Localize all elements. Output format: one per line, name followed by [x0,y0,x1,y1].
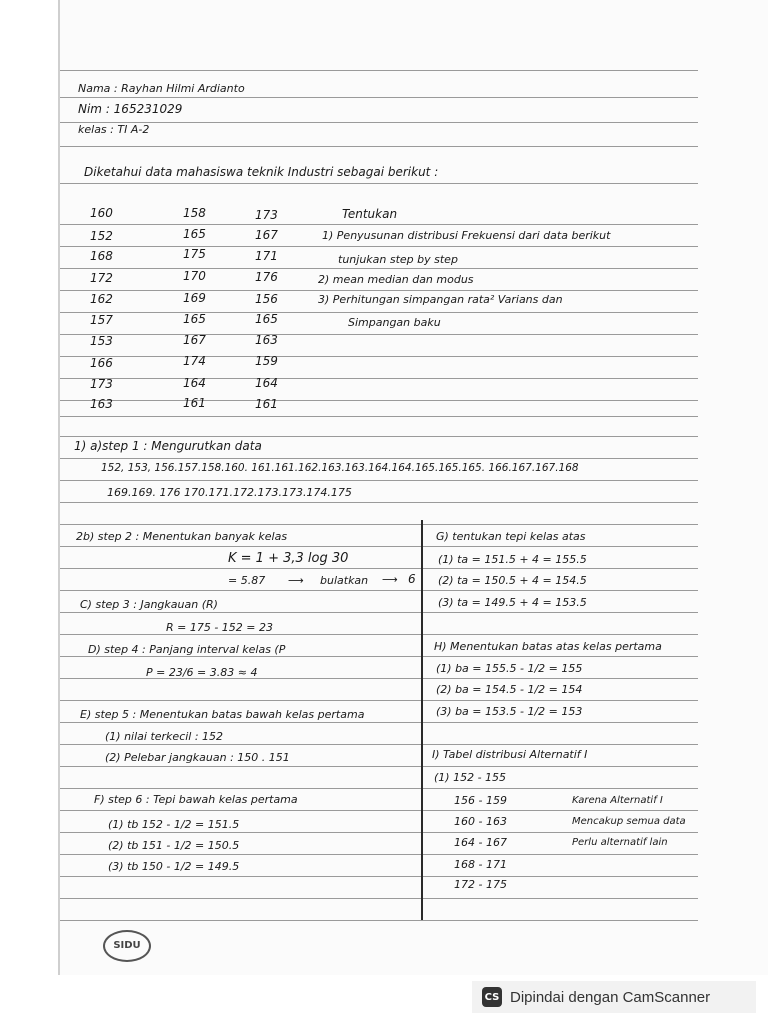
data-value: 161 [255,397,278,411]
ruled-line [60,122,698,123]
data-value: 173 [255,208,278,222]
ruled-line [60,788,698,789]
task-2: 2) mean median dan modus [318,273,474,286]
data-value: 162 [90,292,113,306]
data-value: 168 [90,249,113,263]
ruled-line [60,744,698,745]
task-3: 3) Perhitungan simpangan rata² Varians dan [318,293,563,306]
data-value: 165 [183,227,206,241]
data-value: 164 [255,376,278,390]
ruled-line [60,700,698,701]
data-value: 167 [183,333,206,347]
data-value: 171 [255,249,278,263]
stepG-title: G) tentukan tepi kelas atas [436,530,586,543]
ruled-line [60,920,698,921]
ruled-line [60,854,698,855]
ruled-line [60,146,698,147]
ruled-line [60,568,698,569]
column-divider [421,520,423,920]
data-value: 174 [183,354,206,368]
tasks-title: Tentukan [342,207,398,221]
ruled-line [60,400,698,401]
stepG-item3: (3) ta = 149.5 + 4 = 153.5 [438,596,587,609]
table-note: Karena Alternatif I [572,795,663,806]
arrow-icon: ⟶ [288,574,304,587]
table-row: 160 - 163 [454,815,507,828]
data-value: 152 [90,229,113,243]
ruled-line [60,70,698,71]
sorted-data-line2: 169.169. 176 170.171.172.173.173.174.175 [107,486,352,499]
step4-title: D) step 4 : Panjang interval kelas (P [88,643,286,656]
ruled-line [60,590,698,591]
table-row: 156 - 159 [454,794,507,807]
stepH-title: H) Menentukan batas atas kelas pertama [434,640,662,653]
data-value: 163 [90,397,113,411]
table-row: 168 - 171 [454,858,507,871]
sorted-data-line1: 152, 153, 156.157.158.160. 161.161.162.163.163.164.164.165.165.165. 166.167.167.168 [101,462,579,474]
stepG-item1: (1) ta = 151.5 + 4 = 155.5 [438,553,587,566]
camscanner-text: Dipindai dengan CamScanner [510,988,711,1006]
ruled-line [60,312,698,313]
ruled-line [60,810,698,811]
ruled-line [60,612,698,613]
table-row: 172 - 175 [454,878,507,891]
notebook-brand-logo: SIDU [103,930,151,962]
task-1-detail: tunjukan step by step [338,253,458,266]
camscanner-icon: CS [482,987,502,1007]
ruled-line [60,766,698,767]
step6-item2: (2) tb 151 - 1/2 = 150.5 [108,839,240,852]
ruled-line [60,183,698,184]
ruled-line [60,546,698,547]
step4-formula: P = 23/6 = 3.83 ≈ 4 [146,666,258,679]
intro-text: Diketahui data mahasiswa teknik Industri sebagai berikut : [84,165,439,179]
data-value: 173 [90,377,113,391]
ruled-line [60,246,698,247]
ruled-line [60,356,698,357]
ruled-line [60,656,698,657]
step5-title: E) step 5 : Menentukan batas bawah kelas pertama [80,708,365,721]
step5-item1: (1) nilai terkecil : 152 [105,730,224,743]
task-1: 1) Penyusunan distribusi Frekuensi dari data berikut [322,229,611,242]
data-value: 165 [255,312,278,326]
table-note: Perlu alternatif lain [572,837,668,848]
data-value: 169 [183,291,206,305]
ruled-line [60,378,698,379]
ruled-line [60,480,698,481]
step2-formula: K = 1 + 3,3 log 30 [228,551,349,566]
step2-title: 2b) step 2 : Menentukan banyak kelas [76,530,288,543]
step2-result: 6 [408,572,416,586]
data-value: 161 [183,396,206,410]
ruled-line [60,524,698,525]
data-value: 159 [255,354,278,368]
step6-item3: (3) tb 150 - 1/2 = 149.5 [108,860,240,873]
step2-value: = 5.87 [228,574,266,587]
student-class: kelas : TI A-2 [78,123,150,136]
data-value: 164 [183,376,206,390]
ruled-line [60,334,698,335]
data-value: 176 [255,270,278,284]
student-nim: Nim : 165231029 [78,102,183,116]
step5-item2: (2) Pelebar jangkauan : 150 . 151 [105,751,290,764]
stepH-item3: (3) ba = 153.5 - 1/2 = 153 [436,705,583,718]
ruled-line [60,416,698,417]
camscanner-watermark [472,981,756,1013]
data-value: 163 [255,333,278,347]
ruled-line [60,634,698,635]
task-3-detail: Simpangan baku [348,316,441,329]
ruled-line [60,722,698,723]
ruled-line [60,268,698,269]
data-value: 158 [183,206,206,220]
step6-item1: (1) tb 152 - 1/2 = 151.5 [108,818,240,831]
step2-round-label: bulatkan [320,574,369,587]
step3-title: C) step 3 : Jangkauan (R) [80,598,218,611]
stepH-item2: (2) ba = 154.5 - 1/2 = 154 [436,683,583,696]
data-value: 160 [90,206,113,220]
data-value: 167 [255,228,278,242]
data-value: 153 [90,334,113,348]
stepH-item1: (1) ba = 155.5 - 1/2 = 155 [436,662,583,675]
data-value: 156 [255,292,278,306]
step3-formula: R = 175 - 152 = 23 [166,621,274,634]
table-row: 164 - 167 [454,836,507,849]
data-value: 172 [90,271,113,285]
ruled-line [60,832,698,833]
ruled-line [60,876,698,877]
ruled-line [60,436,698,437]
ruled-line [60,290,698,291]
data-value: 175 [183,247,206,261]
stepG-item2: (2) ta = 150.5 + 4 = 154.5 [438,574,587,587]
ruled-line [60,898,698,899]
stepI-title: I) Tabel distribusi Alternatif I [432,748,588,761]
arrow-icon: ⟶ [382,573,398,586]
table-row: (1) 152 - 155 [434,771,507,784]
ruled-line [60,502,698,503]
data-value: 166 [90,356,113,370]
data-value: 170 [183,269,206,283]
student-name: Nama : Rayhan Hilmi Ardianto [78,82,245,95]
ruled-line [60,97,698,98]
data-value: 165 [183,312,206,326]
step6-title: F) step 6 : Tepi bawah kelas pertama [94,793,298,806]
ruled-line [60,224,698,225]
step1-title: 1) a)step 1 : Mengurutkan data [74,439,262,453]
data-value: 157 [90,313,113,327]
ruled-line [60,458,698,459]
table-note: Mencakup semua data [572,816,686,827]
